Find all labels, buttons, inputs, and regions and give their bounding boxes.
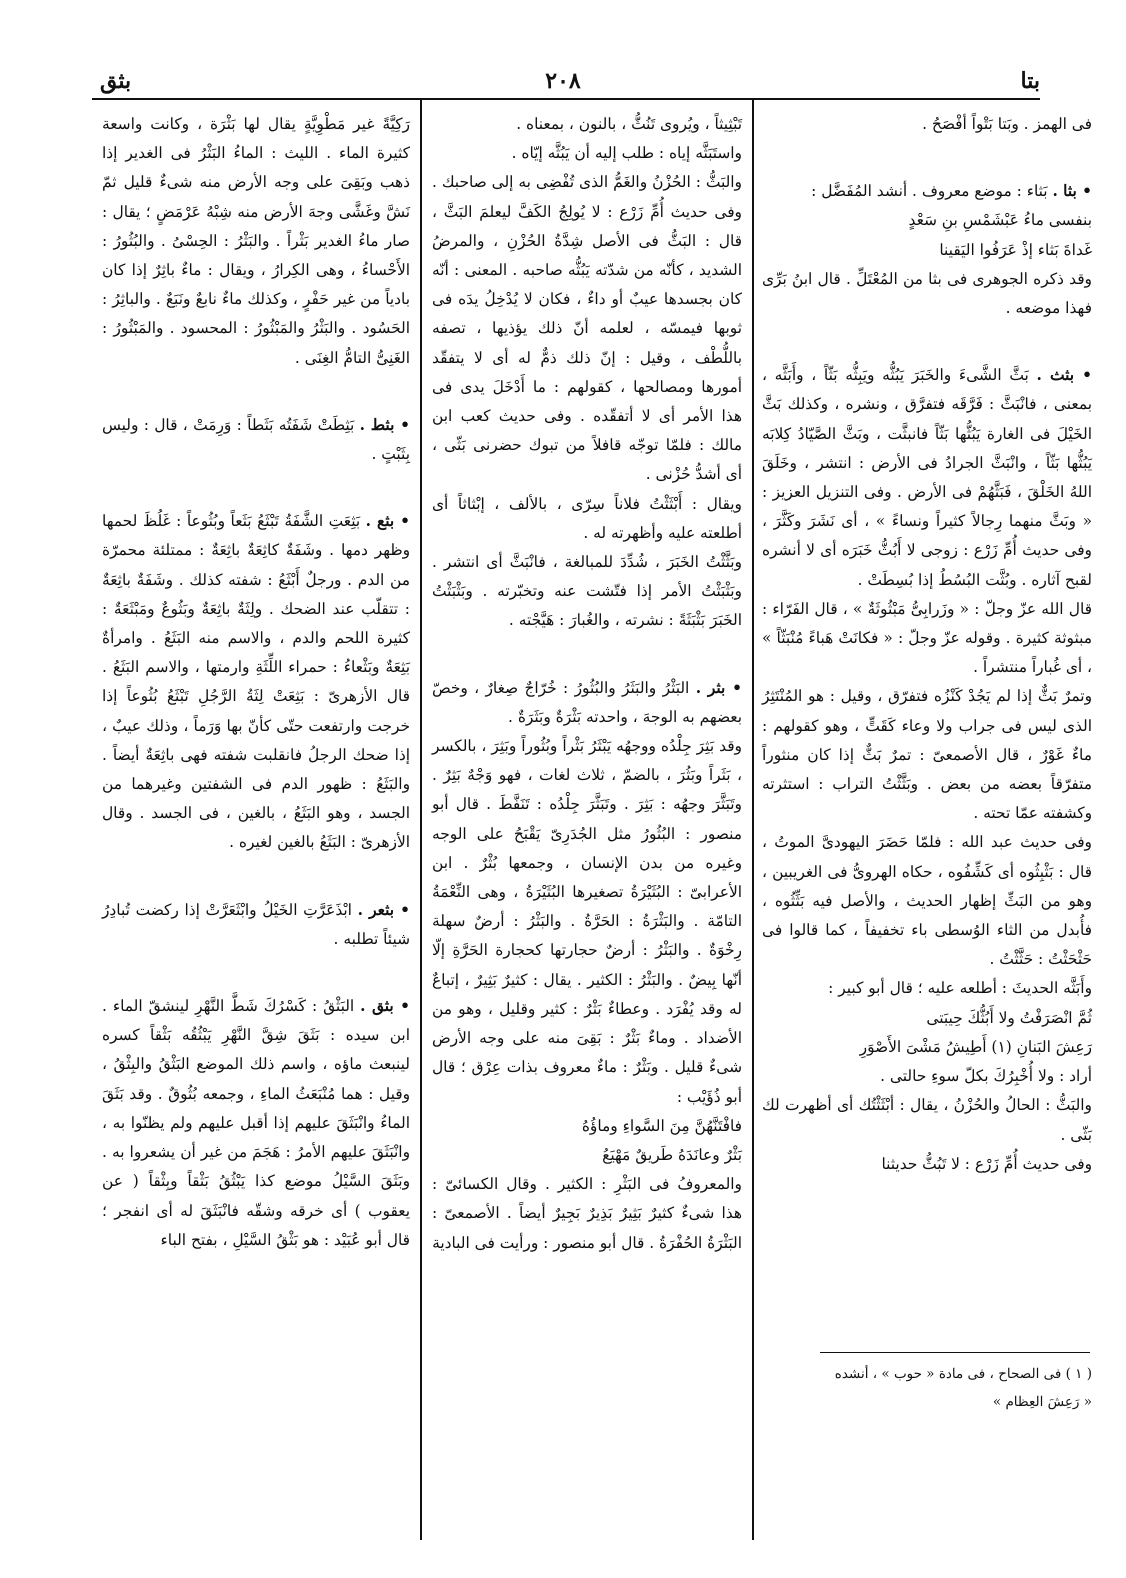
entry-text: فافْتَنَّهُنَّ مِنَ السَّواءِ وماؤُهُ	[581, 1116, 742, 1135]
entry-paragraph	[432, 1112, 742, 1141]
column-middle	[432, 110, 742, 1296]
entry-headword: • بثع .	[365, 512, 410, 531]
column-divider-right	[752, 100, 754, 1540]
running-head-left: بثق	[100, 68, 132, 94]
entry-paragraph	[762, 177, 1092, 206]
dictionary-entry	[762, 110, 1092, 139]
dictionary-entry	[432, 110, 742, 636]
entry-text: والمعروفُ فى البَثْرِ : الكثير . وقال الكسائىّ : هذا شىءٌ كثيرٌ بَثِيرٌ بَذِيرٌ بَجِيرٌ أيضاً . الأصمعىّ : البَثْرَةُ الحُفْرَةُ . قال أبو منصور : ورأيت فى البادية	[432, 1175, 742, 1252]
entry-headword: • بثث .	[1036, 366, 1093, 385]
entry-text: تَبْثِيثاً ، ويُروى تَنُثُّ ، بالنون ، بمعناه .	[516, 115, 742, 133]
footnote-line: ( ١ ) فى الصحاح ، فى مادة « حوب » ، أنشده	[834, 1366, 1092, 1382]
dictionary-entry	[762, 177, 1092, 323]
entry-paragraph	[762, 206, 1092, 235]
entry-text: وتمرٌ بَثٌّ إذا لم يَجُدْ كَنْزُه فتفرّق ، وقيل : هو المُنْتَثِرُ الذى ليس فى جراب ولا وعاء كَقَتٍّ ، وهو كقولهم : ماءٌ غَوْرٌ ، قال الأصمعىّ : تمرٌ بَثٌّ إذا كان منثوراً متفرّقاً بعضه من بعض . وبَثَّثْتُ التراب : استثرته وكشفته عمّا تحته .	[762, 687, 1092, 823]
entry-text: بَثِعَتِ الشَّفَةُ تَبْثَعُ بَثَعاً وبُثُوعاً : غَلُظَ لحمها وظهر دمها . وشَفَةٌ كاثِعَةٌ باثِعَةٌ : ممتلئة محمرّة من الدم . ورجلٌ أَبْثَعُ : شفته كذلك . وشَفَةٌ باثِعَةٌ : تتقلّب عند الضحك . ولِثَةٌ باثِعَةٌ وبَثُوعٌ ومَبْثَعَةٌ : كثيرة اللحم والدم ، والاسم منه البَثَعُ . وامرأةٌ بَثِعَةٌ وبَثْعاءُ : حمراء اللِّثَةِ وارمتها ، والاسم البَثَعُ . قال الأزهرىّ : بَثِعَتْ لِثَةُ الرَّجُلِ تَبْثَعُ بُثُوعاً إذا خرجت وارتفعت حتّى كأنّ بها وَرَماً ، وذلك عيبٌ ، إذا ضحك الرجلُ فانقلبت شفته فهى باثِعَةٌ أيضاً . والبَثَعُ : ظهور الدم فى الشفتين وغيرهما من الجسد ، وهو البَثَعُ ، بالغين ، فى الجسد . وقال الأزهرىّ : البَثَعُ بالغين لغيره .	[102, 512, 410, 852]
entry-paragraph	[432, 1141, 742, 1170]
dictionary-entry	[102, 507, 410, 857]
entry-headword: • بثق .	[360, 997, 410, 1016]
entry-headword: • بثا .	[1052, 182, 1092, 201]
entry-text: أراد : ولا أُخْبِرُكَ بكلّ سوءِ حالتى .	[880, 1067, 1092, 1086]
entry-text: وقد ذكره الجوهرى فى بثا من المُعْتَلِّ . قال ابنُ بَرِّى فهذا موضعه .	[762, 269, 1092, 318]
entry-text: بَثِطَتْ شَفَتُه بَثَطاً : وَرِمَتْ ، قال : وليس بِثَبْتٍ .	[102, 415, 410, 464]
entry-paragraph	[102, 507, 410, 857]
running-head-right: بتا	[1020, 68, 1040, 94]
entry-text: وقد بَثِرَ جِلْدُه ووجهُه يَبْثَرُ بَثْراً وبُثُوراً وبَثِرَ ، بالكسر ، بَثَراً وبَثُرَ ، بالضمّ ، ثلاث لغات ، فهو وَجْهٌ بَثِرٌ . وتَبَثَّرَ وجهُه : بَثِرَ . وتَبَثَّرَ جِلْدُه : تَنَفَّطَ . قال أبو منصور : البُثُورُ مثل الجُدَرِىّ يَقْبَحُ على الوجه وغيره من بدن الإنسان ، وجمعها بُثْرٌ . ابن الأعرابىّ : البُثَيْرَةُ تصغيرها البُثَيْرَةُ ، وهى النِّعْمَةُ التامّة . والبَثْرَةُ : الحَرَّةُ . والبَثْرُ : أرضٌ سهلة رِخْوَةٌ . والبَثْرُ : أرضٌ حجارتها كحجارة الحَرَّةِ إلّا أنّها بِيضٌ . والبَثْرُ : الكثير . يقال : كثيرٌ بَثِيرٌ ، إتباعٌ له وقد يُفْرَد . وعطاءٌ بَثْرٌ : كثير وقليل ، وهو من الأضداد . وماءٌ بَثْرٌ : بَقِىَ منه على وجه الأرض شىءٌ قليل . وبَثْرٌ : ماءٌ معروف بذات عِرْق ؛ قال أبو ذُؤَيْب :	[432, 737, 742, 1106]
column-divider-left	[420, 100, 422, 1540]
footnote-rule	[820, 1352, 1090, 1353]
column-right	[762, 110, 1092, 1217]
entry-paragraph	[762, 1004, 1092, 1033]
entry-paragraph	[432, 490, 742, 548]
entry-paragraph	[762, 110, 1092, 139]
entry-paragraph	[762, 265, 1092, 323]
entry-paragraph	[762, 828, 1092, 974]
entry-paragraph	[432, 168, 742, 489]
entry-paragraph	[432, 1170, 742, 1258]
entry-paragraph	[762, 1033, 1092, 1062]
entry-headword: • بثعر .	[357, 900, 410, 919]
entry-text: البَثْرُ والبَثَرُ والبُثُورُ : خُرّاجٌ صِغارٌ ، وخصّ بعضهم به الوجهَ ، واحدته بَثْرَةٌ وبَثَرَةٌ .	[432, 678, 742, 726]
entry-paragraph	[102, 411, 410, 469]
entry-paragraph	[102, 992, 410, 1255]
entry-paragraph	[102, 896, 410, 954]
entry-paragraph	[762, 1091, 1092, 1149]
entry-text: وفى حديث أُمِّ زَرْع : لا تَبُثُّ حديثنا	[881, 1154, 1092, 1173]
entry-text: وفى حديث عبد الله : فلمّا حَضَرَ اليهودىَّ الموتُ ، قال : بَثْبِثُوه أى كَشِّفُوه ، حكاه الهروىُّ فى الغريبين ، وهو من البَثِّ إظهار الحديث ، والأصل فيه بَثِّثُوه ، فأُبدل من الثاء الوُسطى باء تخفيفاً ، كما قالوا فى حَثْحَثْتُ : حَثَّثْتُ .	[762, 833, 1092, 969]
dictionary-entry	[102, 110, 410, 373]
entry-paragraph	[762, 682, 1092, 828]
entry-text: ويقال : أَبْثَثْتُ فلاناً سِرّى ، بالألف ، إبْثاثاً أى أطلعته عليه وأظهرته له .	[432, 494, 742, 542]
entry-paragraph	[432, 139, 742, 168]
footnote-line: « رَعِشَ العِظام »	[992, 1394, 1092, 1410]
entry-text: البَثْقُ : كَسْرُكَ شَطَّ النَّهْرِ لينشقّ الماء . ابن سيده : بَثَقَ شِقَّ النَّهْرِ يَبْثُقُه بَثْقاً كسره لينبعث ماؤه ، واسم ذلك الموضع البَثْقُ والبِثْقُ ، وقيل : هما مُنْبَعَثُ الماءِ ، وجمعه بُثُوقٌ . وقد بَثَقَ الماءُ وانْبَثَقَ عليهم إذا أقبل عليهم ولم يظنّوا به ، وانْبَثَقَ عليهم الأمرُ : هَجَمَ من غير أن يشعروا به . وبَثَقَ السَّيْلُ موضع كذا يَبْثُقُ بَثْقاً وبِثْقاً ( عن يعقوب ) أى خرقه وشقّه فانْبَثَقَ له أى انفجر ؛ قال أبو عُبَيْد : هو بَثْقُ السَّيْلِ ، بفتح الباء	[102, 997, 410, 1249]
entry-text: بَثاء : موضع معروف . أنشد المُفَضَّل :	[811, 182, 1048, 201]
entry-paragraph	[432, 674, 742, 732]
entry-paragraph	[432, 110, 742, 139]
page-number: ٢٠٨	[545, 68, 581, 94]
entry-text: وأَبَثَّه الحديثَ : أطلعه عليه ؛ قال أبو كبير :	[828, 979, 1092, 998]
entry-text: غَداةَ بَثاء إذْ عَرَفُوا اليَقينا	[939, 240, 1092, 259]
entry-paragraph	[762, 361, 1092, 595]
entry-text: رَكِيَّةً غير مَطْوِيَّةٍ يقال لها بَثْرَة ، وكانت واسعة كثيرة الماء . الليث : الماءُ البَثْرُ فى الغدير إذا ذهب وبَقِىَ على وجه الأرض منه شىءٌ قليل ثمّ نَشَّ وغَشَّى وجهَ الأرض منه شِبْهُ عَرْمَضٍ ؛ يقال : صار ماءُ الغدير بَثْراً . والبَثْرُ : الحِسْىُ . والبُثُورُ : الأَحْساءُ ، وهى الكِرارُ ، ويقال : ماءٌ باثِرٌ إذا كان بادياً من غير حَفْرٍ ، وكذلك ماءٌ نابعٌ ونَبَعٌ . والباثِرُ : الحَسُود . والبَثْرُ والمَبْثُورُ : المحسود . والمَبْثُورُ : الغَنِىُّ التامُّ الغِنَى .	[102, 115, 410, 367]
entry-text: وبَثَّثْتُ الخَبَرَ ، شُدِّدَ للمبالغة ، فانْبَثَّ أى انتشر . وبَثْبَثْتُ الأمر إذا فتّشت عنه وتخبّرته . وبَثْبَثْتُ الخَبَرَ بَثْبَثَةً : نشرته ، والغُبارَ : هَيَّجْته .	[432, 553, 742, 630]
entry-text: رَعِشَ البَنانِ (١) أَطِيشُ مَشْىَ الأَصْوَرِ	[859, 1037, 1092, 1056]
entry-text: ابْذَعَرَّتِ الخَيْلُ وابْثَعَرَّتْ إذا ركضت تُبادِرُ شيئاً تطلبه .	[102, 900, 410, 948]
column-left	[102, 110, 410, 1293]
entry-text: بنفسى ماءُ عَبْشَمْسِ بنِ سَعْدٍ	[908, 211, 1092, 230]
footnote	[762, 1360, 1092, 1416]
dictionary-entry	[102, 896, 410, 954]
dictionary-entry	[762, 361, 1092, 1179]
entry-paragraph	[762, 974, 1092, 1003]
entry-paragraph	[762, 595, 1092, 683]
entry-headword: • بثر .	[695, 678, 742, 697]
entry-paragraph	[432, 732, 742, 1112]
entry-headword: • بثط .	[359, 415, 410, 434]
entry-text: بَثَّ الشَّىءَ والخَبَرَ يَبُثُّه ويَبِثُّه بَثّاً ، وأَبَثَّه ، بمعنى ، فانْبَثَّ : فَرَّقَه فتفرَّق ، ونشره ، وكذلك بَثَّ الخَيْلَ فى الغارة يَبُثُّها بَثّاً فانبثَّت ، وبَثَّ الصَّيّادُ كِلابَه يَبُثُّها بَثّاً ، وانْبَثَّ الجرادُ فى الأرض : انتشر ، وخَلَقَ اللهُ الخَلْقَ ، فَبَثَّهُمْ فى الأرض . وفى التنزيل العزيز : « وبَثَّ منهما رِجالاً كثيراً ونساءً » ، أى نَشَرَ وكَثَّرَ ، وفى حديث أُمِّ زَرْع : زوجى لا أَبُثُّ خَبَرَه أى لا أنشره لقبح آثاره . وبُثَّت البُسُطُ إذا بُسِطَتْ .	[762, 366, 1092, 589]
entry-text: قال الله عزّ وجلّ : « وزَرابِىُّ مَبْثُوثَةٌ » ، قال الفَرّاء : مبثوثة كثيرة . وقوله عزّ وجلّ : « فكانَتْ هَباءً مُنْبَثّاً » ، أى غُباراً منتشراً .	[762, 599, 1092, 677]
entry-paragraph	[762, 1150, 1092, 1179]
entry-paragraph	[762, 236, 1092, 265]
entry-paragraph	[762, 1062, 1092, 1091]
entry-paragraph	[102, 110, 410, 373]
header-rule	[92, 98, 1040, 100]
entry-text: ثُمَّ انْصَرَفْتُ ولا أَبُثُّكَ حِيبَتى	[926, 1008, 1092, 1027]
entry-text: والبَثُّ : الحُزْنُ والغَمُّ الذى تُفْضِى به إلى صاحبك . وفى حديث أُمِّ زَرْع : لا يُولِجُ الكَفَّ ليعلمَ البَثَّ ، قال : البَثُّ فى الأصل شِدَّةُ الحُزْنِ ، والمرضُ الشديد ، كأنّه من شدّته يَبُثُّه صاحبه . المعنى : أنّه كان بجسدها عيبٌ أو داءٌ ، فكان لا يُدْخِلُ يدَه فى ثوبها فيمسّه ، لعلمه أنّ ذلك يؤذيها ، تصفه باللُّطْف ، وقيل : إنّ ذلك ذمٌّ له أى لا يتفقّد أمورها ومصالحها ، كقولهم : ما أَدْخَلَ يدى فى هذا الأمر أى لا أتفقّده . وفى حديث كعب ابن مالك : فلمّا توجّه قافلاً من تبوك حضرنى بَثّى ، أى أشدُّ حُزْنى .	[432, 173, 742, 484]
entry-paragraph	[432, 548, 742, 636]
dictionary-entry	[102, 992, 410, 1255]
dictionary-entry	[102, 411, 410, 469]
entry-text: بَثْرٌ وعانَدَهُ طَريقٌ مَهْيَعُ	[602, 1145, 742, 1164]
entry-text: فى الهمز . وبَتا بَتْواً أفْصَحُ .	[922, 115, 1092, 133]
entry-text: واستَبَثَّه إياه : طلب إليه أن يَبُثَّه إيّاه .	[511, 144, 742, 163]
dictionary-entry	[432, 674, 742, 1258]
entry-text: والبَثُّ : الحالُ والحُزْنُ ، يقال : أبْثَثْتُك أى أظهرت لك بَثّى .	[762, 1096, 1092, 1144]
